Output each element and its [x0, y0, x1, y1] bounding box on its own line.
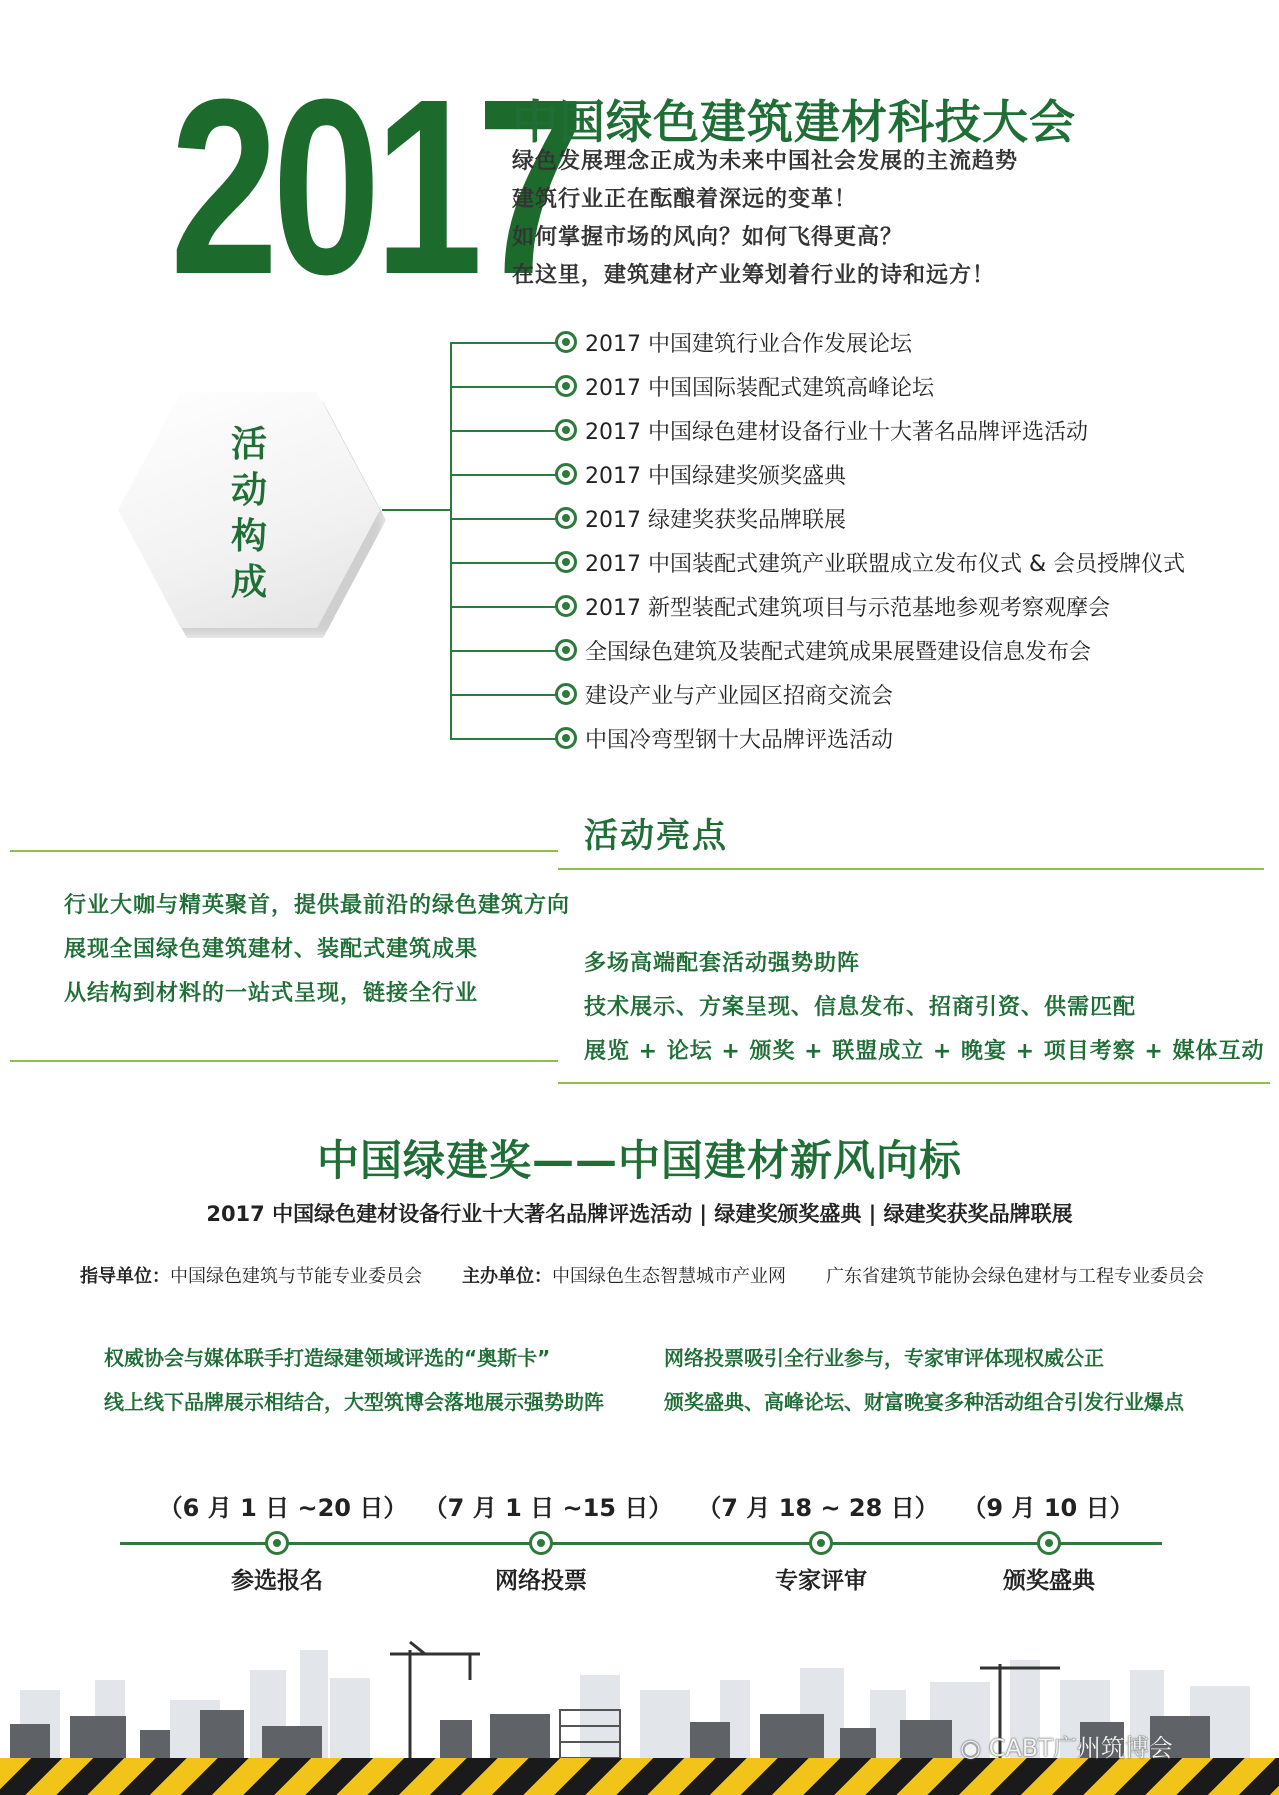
highlights-title: 活动亮点 — [584, 816, 728, 856]
watermark: ◉ CABT广州筑博会 — [960, 1734, 1173, 1762]
tree-branch — [450, 738, 558, 740]
divider-line — [558, 868, 1264, 870]
bullet-dot-icon — [555, 595, 577, 617]
activity-item: 全国绿色建筑及装配式建筑成果展暨建设信息发布会 — [555, 635, 1091, 665]
tree-branch — [450, 650, 558, 652]
bullet-dot-icon — [555, 551, 577, 573]
timeline-date: （7 月 1 日 ~15 日） — [423, 1494, 673, 1522]
event-title: 中国绿色建筑建材科技大会 — [512, 95, 1076, 149]
activity-item: 建设产业与产业园区招商交流会 — [555, 679, 893, 709]
timeline-node-icon — [1037, 1531, 1061, 1555]
activity-item: 2017 中国装配式建筑产业联盟成立发布仪式 & 会员授牌仪式 — [555, 547, 1185, 577]
divider-line — [558, 1082, 1270, 1084]
tree-branch — [450, 606, 558, 608]
bullet-dot-icon — [555, 463, 577, 485]
co-organizer: 广东省建筑节能协会绿色建材与工程专业委员会 — [826, 1266, 1204, 1287]
timeline-date: （7 月 18 ~ 28 日） — [697, 1494, 939, 1522]
tagline-4: 在这里，建筑建材产业筹划着行业的诗和远方！ — [512, 263, 996, 288]
wechat-icon: ◉ — [960, 1734, 989, 1762]
badge-char-4: 成 — [230, 562, 267, 603]
host-unit: 主办单位：中国绿色生态智慧城市产业网 — [462, 1266, 786, 1287]
activity-item: 2017 中国国际装配式建筑高峰论坛 — [555, 371, 934, 401]
highlight-right-1: 多场高端配套活动强势助阵 — [584, 951, 861, 976]
highlight-left-1: 行业大咖与精英聚首，提供最前沿的绿色建筑方向 — [64, 893, 571, 918]
timeline-label: 网络投票 — [495, 1568, 587, 1594]
timeline-label: 颁奖盛典 — [1003, 1568, 1095, 1594]
event-year: 2017 — [170, 47, 579, 326]
bullet-dot-icon — [555, 331, 577, 353]
bullet-dot-icon — [555, 639, 577, 661]
badge-char-1: 活 — [230, 424, 267, 465]
bullet-dot-icon — [555, 419, 577, 441]
tree-branch — [450, 430, 558, 432]
tagline-1: 绿色发展理念正成为未来中国社会发展的主流趋势 — [512, 149, 1019, 174]
tree-branch — [450, 474, 558, 476]
award-point: 网络投票吸引全行业参与，专家审评体现权威公正 — [664, 1346, 1104, 1370]
activity-item: 2017 中国建筑行业合作发展论坛 — [555, 327, 912, 357]
tagline-2: 建筑行业正在酝酿着深远的变革！ — [512, 187, 858, 212]
activity-item: 中国冷弯型钢十大品牌评选活动 — [555, 723, 893, 753]
badge-char-3: 构 — [230, 516, 267, 557]
divider-line — [10, 1060, 558, 1062]
timeline-date: （9 月 10 日） — [962, 1494, 1134, 1522]
timeline-node-icon — [265, 1531, 289, 1555]
award-point: 权威协会与媒体联手打造绿建领域评选的“奥斯卡” — [104, 1346, 551, 1370]
bullet-dot-icon — [555, 375, 577, 397]
tree-branch — [450, 342, 558, 344]
award-point: 线上线下品牌展示相结合，大型筑博会落地展示强势助阵 — [104, 1390, 604, 1414]
bullet-dot-icon — [555, 683, 577, 705]
tree-branch — [450, 694, 558, 696]
bullet-dot-icon — [555, 727, 577, 749]
timeline-label: 专家评审 — [775, 1568, 867, 1594]
tree-branch — [450, 386, 558, 388]
timeline-node-icon — [809, 1531, 833, 1555]
activity-item: 2017 绿建奖获奖品牌联展 — [555, 503, 846, 533]
award-title: 中国绿建奖——中国建材新风向标 — [316, 1136, 962, 1185]
timeline-label: 参选报名 — [231, 1568, 323, 1594]
highlight-left-3: 从结构到材料的一站式呈现，链接全行业 — [64, 981, 479, 1006]
tagline-3: 如何掌握市场的风向？如何飞得更高？ — [512, 225, 904, 250]
bullet-dot-icon — [555, 507, 577, 529]
activity-item: 2017 新型装配式建筑项目与示范基地参观考察观摩会 — [555, 591, 1110, 621]
activity-item: 2017 中国绿色建材设备行业十大著名品牌评选活动 — [555, 415, 1088, 445]
timeline-date: （6 月 1 日 ~20 日） — [158, 1494, 408, 1522]
badge-char-2: 动 — [230, 470, 267, 511]
highlight-left-2: 展现全国绿色建筑建材、装配式建筑成果 — [64, 937, 479, 962]
guide-unit: 指导单位：中国绿色建筑与节能专业委员会 — [80, 1266, 422, 1287]
highlight-right-2: 技术展示、方案呈现、信息发布、招商引资、供需匹配 — [584, 995, 1137, 1020]
activity-item: 2017 中国绿建奖颁奖盛典 — [555, 459, 846, 489]
timeline-node-icon — [529, 1531, 553, 1555]
award-subtitle: 2017 中国绿色建材设备行业十大著名品牌评选活动 | 绿建奖颁奖盛典 | 绿建奖获奖品牌联展 — [206, 1202, 1073, 1226]
highlight-right-3: 展览 + 论坛 + 颁奖 + 联盟成立 + 晚宴 + 项目考察 + 媒体互动 — [584, 1039, 1265, 1064]
award-point: 颁奖盛典、高峰论坛、财富晚宴多种活动组合引发行业爆点 — [664, 1390, 1184, 1414]
tree-branch — [450, 518, 558, 520]
tree-connector — [382, 509, 452, 511]
activities-badge — [118, 392, 380, 628]
tree-trunk — [450, 342, 452, 740]
tree-branch — [450, 562, 558, 564]
hazard-stripe-band — [0, 1758, 1279, 1795]
divider-line — [10, 850, 558, 852]
